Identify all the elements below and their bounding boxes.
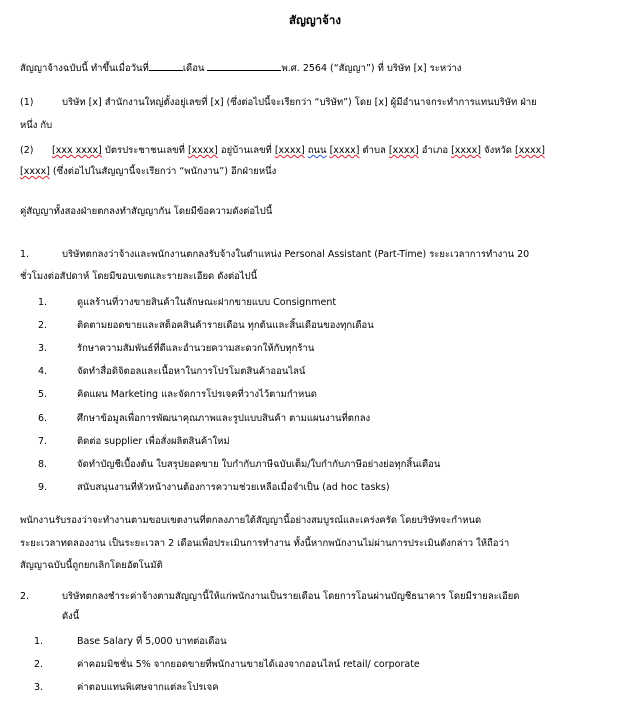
clause1-item-number: 3.: [38, 343, 48, 354]
clause1-item: ดูแลร้านที่วางขายสินค้าในลักษณะฝากขายแบบ Consignment: [77, 297, 337, 308]
road-field: [xxxx]: [329, 145, 360, 156]
clause1-item: รักษาความสัมพันธ์ที่ดีและอำนวยความสะดวกให้กับทุกร้าน: [77, 343, 315, 354]
clause2-item-number: 3.: [34, 682, 44, 693]
party2-line1: [52, 145, 545, 156]
clause1-line2: ชั่วโมงต่อสัปดาห์ โดยมีขอบเขตและรายละเอียด ดังต่อไปนี้: [20, 271, 258, 282]
party2-text: อำเภอ: [418, 145, 452, 156]
clause1-number: 1.: [20, 249, 30, 260]
clause1-line1: บริษัทตกลงว่าจ้างและพนักงานตกลงรับจ้างในตำแหน่ง Personal Assistant (Part-Time) ระยะเวลาการทำงาน 20: [62, 249, 530, 260]
clause1-item-number: 5.: [38, 389, 48, 400]
province-field: [xxxx]: [515, 145, 545, 156]
clause2-item: ค่าคอมมิชชั่น 5% จากยอดขายที่พนักงานขายได้เองจากออนไลน์ retail/ corporate: [77, 659, 420, 670]
id-card-field: [xxxx]: [187, 145, 218, 156]
clause1-item: ติดตามยอดขายและสต็อคสินค้ารายเดือน ทุกต้นและสิ้นเดือนของทุกเดือน: [77, 320, 374, 331]
party2-text: อยู่บ้านเลขที่: [217, 145, 275, 156]
intro-text-a: สัญญาจ้างฉบับนี้ ทำขึ้นเมื่อวันที่: [20, 63, 149, 74]
party1-line2: หนึ่ง กับ: [20, 120, 53, 131]
clause1-item-number: 1.: [38, 297, 48, 308]
clause2-line1: บริษัทตกลงชำระค่าจ้างตามสัญญานี้ให้แก่พนักงานเป็นรายเดือน โดยการโอนผ่านบัญชีธนาคาร โดยมีรายละเอียด: [62, 591, 520, 602]
clause1-item-number: 6.: [38, 413, 48, 424]
house-no-field: [xxxx]: [274, 145, 305, 156]
clause2-line2: ดังนี้: [62, 611, 80, 622]
intro-text-b: เดือน: [182, 63, 205, 74]
party1-line1: บริษัท [x] สำนักงานใหญ่ตั้งอยู่เลขที่ [x] (ซึ่งต่อไปนี้จะเรียกว่า “บริษัท”) โดย [x] ผู้มีอำนาจกระทำการแทนบริษัท ฝ่าย: [62, 97, 537, 108]
month-blank: [207, 61, 281, 71]
party2-text: จังหวัด: [480, 145, 515, 156]
employee-name-field: [xxx xxxx]: [52, 145, 102, 156]
clause1-item: ศึกษาข้อมูลเพื่อการพัฒนาคุณภาพและรูปแบบสินค้า ตามแผนงานที่ตกลง: [77, 413, 371, 424]
clause2-number: 2.: [20, 591, 30, 602]
clause2-item-number: 2.: [34, 659, 44, 670]
probation-paragraph-line3: สัญญาฉบับนี้ถูกยกเลิกโดยอัตโนมัติ: [20, 560, 163, 571]
clause1-item-number: 7.: [38, 436, 48, 447]
probation-paragraph-line2: ระยะเวลาทดลองงาน เป็นระยะเวลา 2 เดือนเพื่อประเมินการทำงาน ทั้งนี้หากพนักงานไม่ผ่านการประเมินดังกล่าว ให้ถือว่า: [20, 538, 510, 549]
province-field-2: [xxxx]: [20, 166, 50, 177]
clause1-item: ติดต่อ supplier เพื่อสั่งผลิตสินค้าใหม่: [77, 436, 230, 447]
agreement-statement: คู่สัญญาทั้งสองฝ่ายตกลงทำสัญญากัน โดยมีข้อความดังต่อไปนี้: [20, 206, 273, 217]
clause1-item-number: 2.: [38, 320, 48, 331]
party2-line2-text: (ซึ่งต่อไปในสัญญานี้จะเรียกว่า “พนักงาน”) อีกฝ่ายหนึ่ง: [49, 166, 277, 177]
document-title: สัญญาจ้าง: [289, 13, 341, 27]
clause1-item: จัดทำสื่อดิจิตอลและเนื้อหาในการโปรโมตสินค้าออนไลน์: [77, 366, 306, 377]
day-blank: [149, 61, 183, 71]
party2-text: ตำบล: [359, 145, 389, 156]
clause1-item-number: 8.: [38, 459, 48, 470]
clause2-item: Base Salary ที่ 5,000 บาทต่อเดือน: [77, 636, 227, 647]
clause1-item: จัดทำบัญชีเบื้องต้น ใบสรุปยอดขาย ใบกำกับภาษีฉบับเต็ม/ใบกำกับภาษีอย่างย่อทุกสิ้นเดือน: [77, 459, 441, 470]
party2-line2: [20, 166, 276, 177]
road-label: ถนน: [307, 145, 327, 156]
clause1-item-number: 9.: [38, 482, 48, 493]
intro-text-c: พ.ศ. 2564 (“สัญญา”) ที่ บริษัท [x] ระหว่าง: [281, 63, 462, 74]
clause2-item-number: 1.: [34, 636, 44, 647]
party2-text: บัตรประชาชนเลขที่: [101, 145, 188, 156]
subdistrict-field: [xxxx]: [388, 145, 419, 156]
probation-paragraph-line1: พนักงานรับรองว่าจะทำงานตามขอบเขตงานที่ตกลงภายใต้สัญญานี้อย่างสมบูรณ์และเคร่งครัด โดยบริษัทจะกำหนด: [20, 515, 482, 526]
intro-line: [20, 61, 461, 74]
party1-number: (1): [20, 97, 34, 108]
party2-number: (2): [20, 145, 34, 156]
district-field: [xxxx]: [451, 145, 481, 156]
clause1-item: คิดแผน Marketing และจัดการโปรเจคที่วางไว้ตามกำหนด: [77, 389, 317, 400]
clause1-item: สนับสนุนงานที่หัวหน้างานต้องการความช่วยเหลือเมื่อจำเป็น (ad hoc tasks): [77, 482, 390, 493]
clause2-item: ค่าตอบแทนพิเศษจากแต่ละโปรเจค: [77, 682, 219, 693]
clause1-item-number: 4.: [38, 366, 48, 377]
